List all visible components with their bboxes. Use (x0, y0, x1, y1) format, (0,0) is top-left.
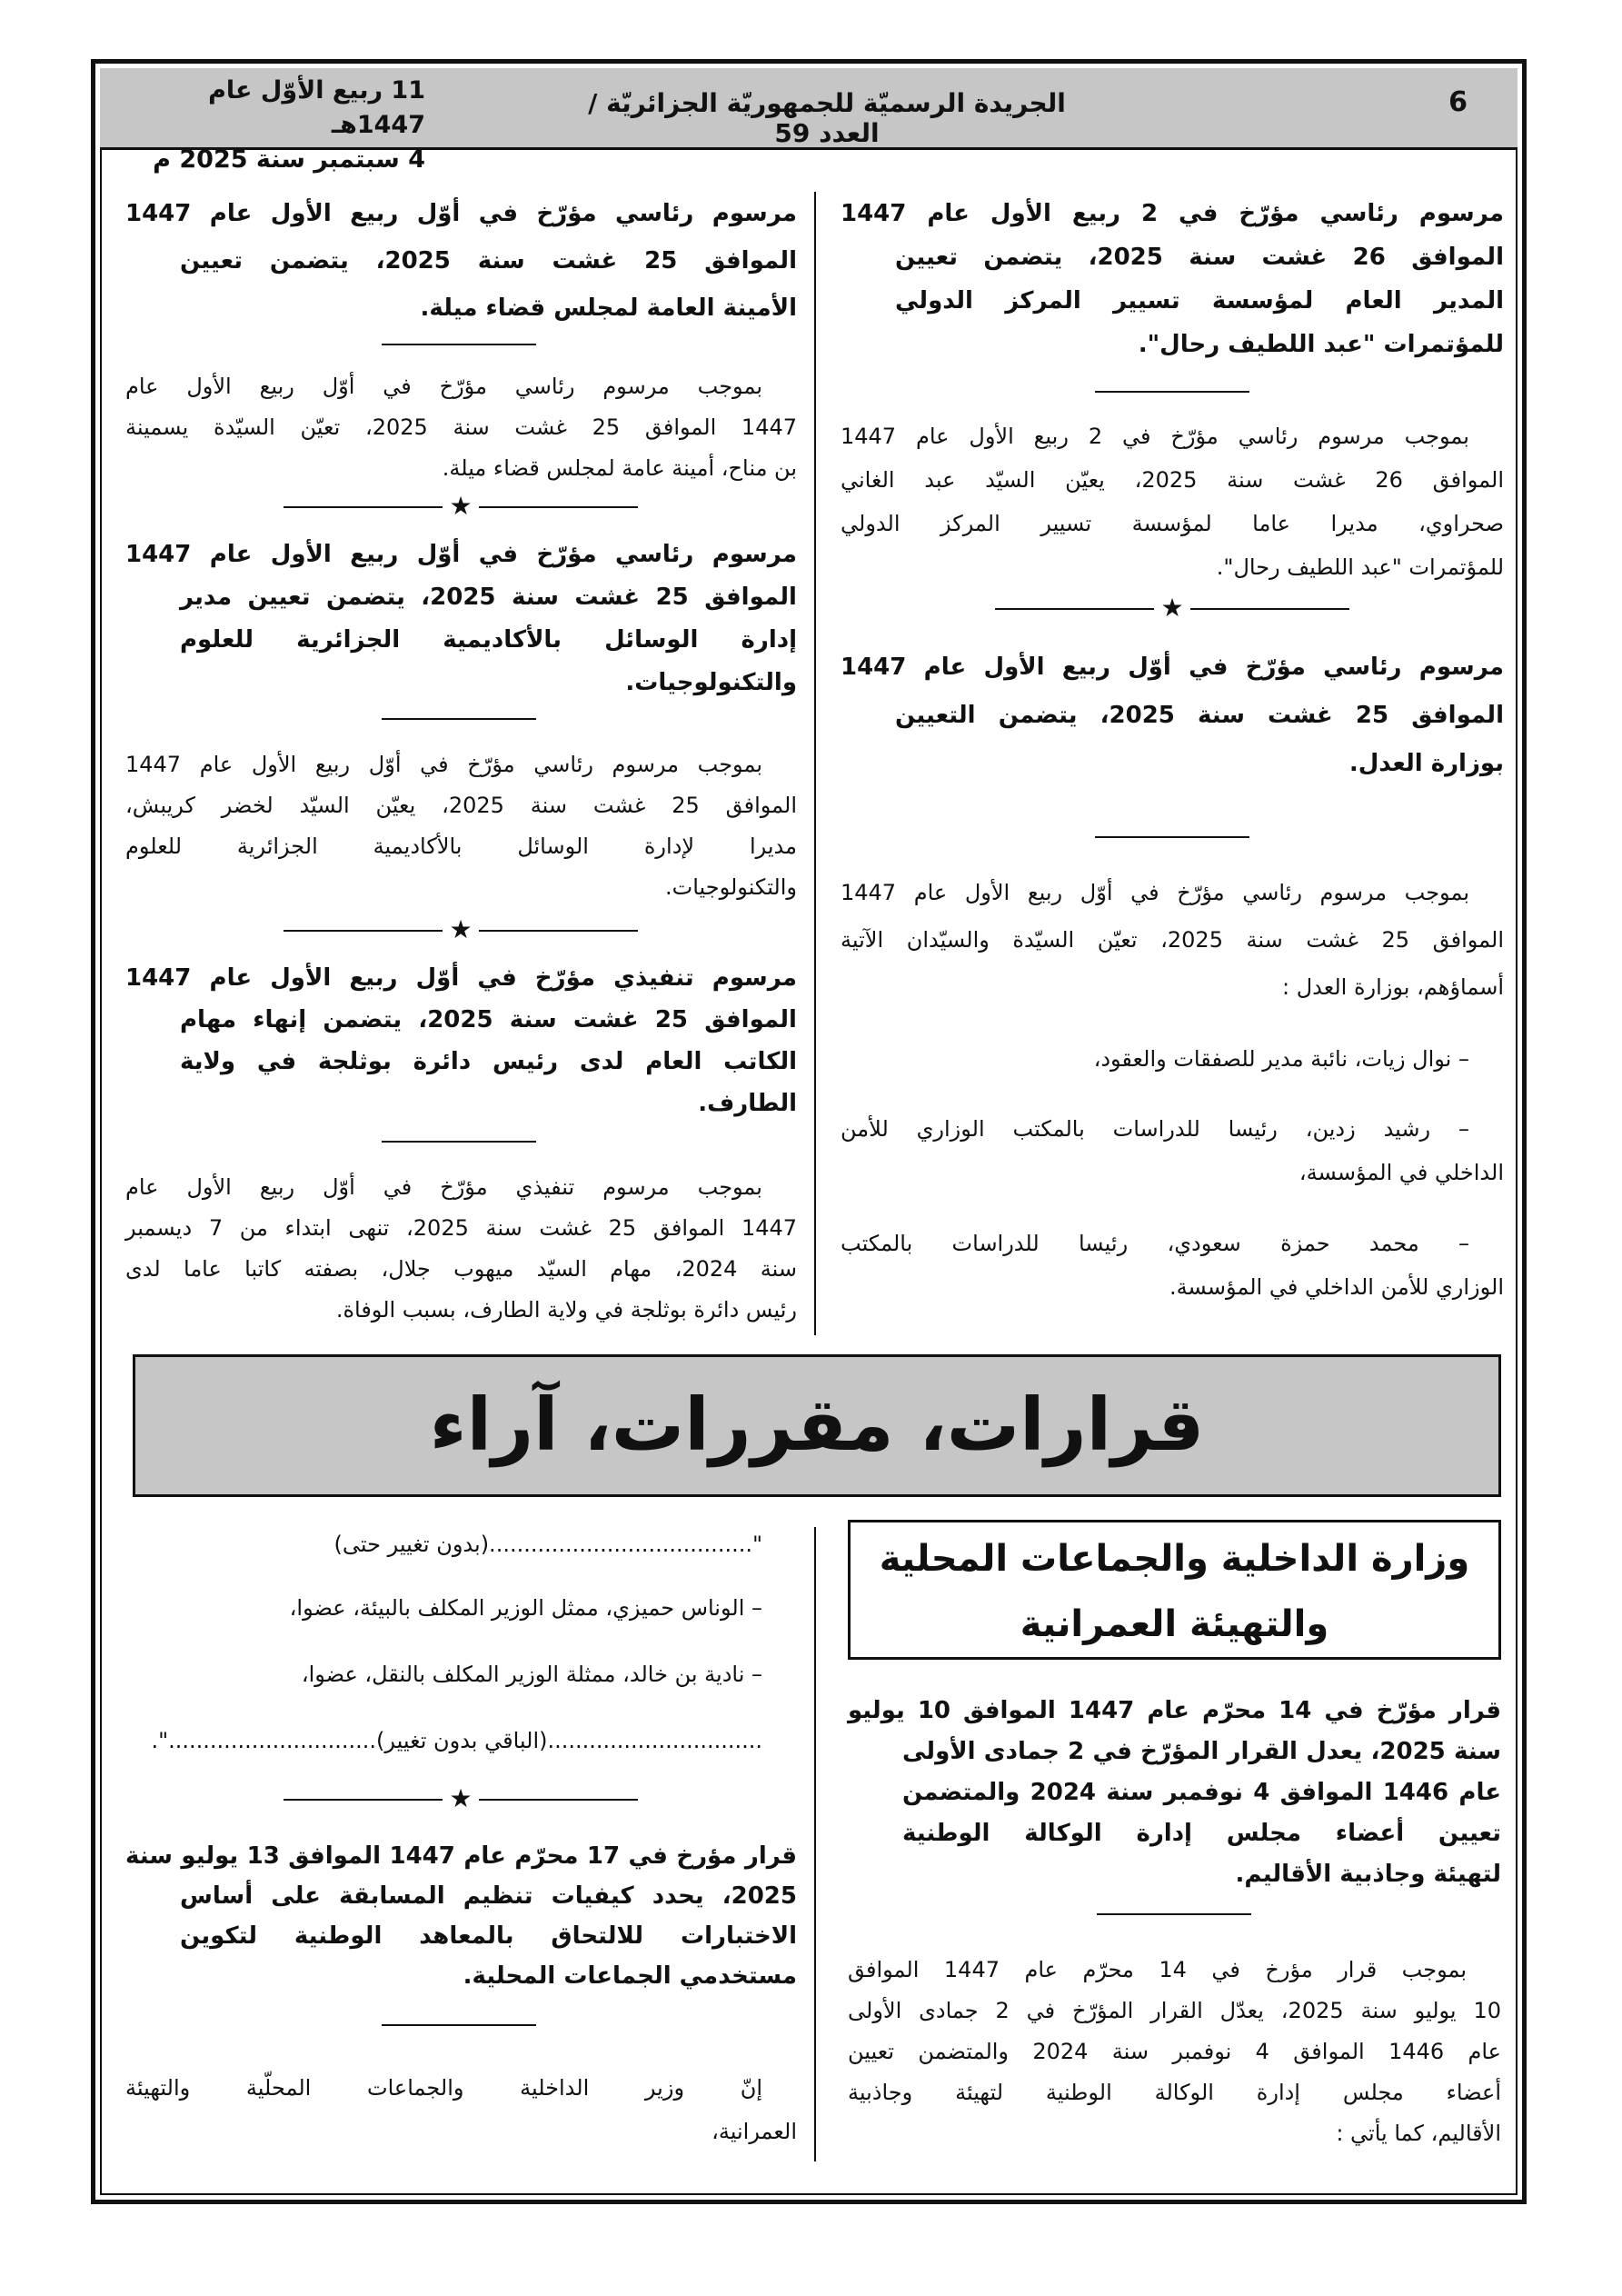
order-title (848, 1691, 1501, 1895)
text-line: رئيس دائرة بوثلجة في ولاية الطارف، بسبب الوفاة. (335, 1297, 797, 1323)
appointee-item (841, 1222, 1504, 1309)
text-line: إنّ وزير الداخلية والجماعات المحلّية والتهيئة (125, 2075, 762, 2101)
decree-body (841, 414, 1504, 589)
text-line: ...............................(الباقي بدون تغيير)..............................". (151, 1728, 762, 1753)
star-icon: ★ (449, 1783, 473, 1813)
text-line: بموجب مرسوم رئاسي مؤرّخ في 2 ربيع الأول عام 1447 (841, 424, 1469, 449)
text-line: سنة 2025، يعدل القرار المؤرّخ في 2 جمادى الأولى (902, 1738, 1501, 1765)
text-line: بن مناح، أمينة عامة لمجلس قضاء ميلة. (442, 455, 797, 481)
section-title: قرارات، مقررات، آراء (429, 1383, 1205, 1467)
text-line: الموافق 26 غشت سنة 2025، يتضمن تعيين (895, 244, 1504, 271)
text-line: – رشيد زدين، رئيسا للدراسات بالمكتب الوزاري للأمن (841, 1116, 1469, 1142)
text-line: الموافق 25 غشت سنة 2025، يتضمن إنهاء مهام (180, 1006, 797, 1033)
text-line: لتهيئة وجاذبية الأقاليم. (1235, 1861, 1501, 1888)
text-line: الداخلي في المؤسسة، (1299, 1160, 1504, 1185)
text-line: بموجب مرسوم تنفيذي مؤرّخ في أوّل ربيع الأول عام (125, 1174, 762, 1200)
ministry-heading-box (848, 1520, 1501, 1660)
decree-body (125, 366, 797, 489)
star-divider (995, 595, 1349, 623)
section-banner (133, 1354, 1501, 1497)
text-line: مستخدمي الجماعات المحلية. (463, 1962, 797, 1990)
text-line: تعيين أعضاء مجلس إدارة الوكالة الوطنية (902, 1820, 1501, 1847)
text-line: مديرا لإدارة الوسائل بالأكاديمية الجزائرية للعلوم (125, 834, 797, 859)
text-line: مرسوم رئاسي مؤرّخ في أوّل ربيع الأول عام 1447 (841, 654, 1504, 681)
text-line: المدير العام لمؤسسة تسيير المركز الدولي (895, 287, 1504, 314)
amendment-line (125, 1588, 797, 1628)
appointee-item (841, 1036, 1504, 1082)
divider-line (1095, 391, 1249, 393)
text-line: الطارف. (698, 1090, 797, 1117)
text-line: – نادية بن خالد، ممثلة الوزير المكلف بالنقل، عضوا، (301, 1662, 762, 1687)
text-line: مرسوم رئاسي مؤرّخ في أوّل ربيع الأول عام 1447 (125, 541, 797, 568)
date-gregorian: 4 سبتمبر سنة 2025 م (153, 145, 425, 174)
order-body (125, 2066, 797, 2153)
text-line: أسماؤهم، بوزارة العدل : (1282, 974, 1504, 1000)
text-line: 1447 الموافق 25 غشت سنة 2025، تعيّن السيّدة يسمينة (125, 414, 797, 440)
decree-body (125, 1167, 797, 1331)
appointee-item (841, 1107, 1504, 1194)
text-line: الموافق 25 غشت سنة 2025، يتضمن تعيين مدير (180, 584, 797, 611)
text-line: للمؤتمرات "عبد اللطيف رحال". (1216, 554, 1504, 580)
column-divider (814, 1527, 816, 2161)
star-divider (284, 914, 638, 944)
column-divider (814, 192, 816, 1335)
decree-title (125, 534, 797, 704)
page-number: 6 (1448, 86, 1468, 118)
text-line: 2025، يحدد كيفيات تنظيم المسابقة على أساس (180, 1882, 797, 1910)
issue-date (125, 74, 425, 177)
text-line: والتكنولوجيات. (625, 669, 797, 696)
decree-body (841, 869, 1504, 1011)
text-line: عام 1446 الموافق 4 نوفمبر سنة 2024 والمتضمن (902, 1779, 1501, 1806)
text-line: قرار مؤرخ في 17 محرّم عام 1447 الموافق 13 يوليو سنة (125, 1842, 797, 1870)
text-line: مرسوم رئاسي مؤرّخ في 2 ربيع الأول عام 1447 (841, 200, 1504, 227)
text-line: الموافق 25 غشت سنة 2025، تعيّن السيّدة والسيّدان الآتية (841, 927, 1504, 953)
text-line: مرسوم تنفيذي مؤرّخ في أوّل ربيع الأول عام 1447 (125, 964, 797, 992)
text-line: 10 يوليو سنة 2025، يعدّل القرار المؤرّخ في 2 جمادى الأولى (848, 1998, 1502, 2023)
divider-line (1095, 836, 1249, 838)
text-line: الموافق 25 غشت سنة 2025، يعيّن السيّد لخضر كريبش، (125, 793, 797, 818)
divider-line (382, 344, 536, 345)
text-line: للمؤتمرات "عبد اللطيف رحال". (1138, 331, 1504, 358)
divider-line (382, 718, 536, 720)
decree-body (125, 744, 797, 908)
decree-title (125, 957, 797, 1124)
text-line: – الوناس حميزي، ممثل الوزير المكلف بالبيئة، عضوا، (289, 1595, 762, 1621)
text-line: صحراوي، مديرا عاما لمؤسسة تسيير المركز الدولي (841, 511, 1504, 536)
order-body (848, 1950, 1501, 2154)
text-line: والتكنولوجيات. (664, 874, 797, 900)
divider-line (382, 1141, 536, 1143)
text-line: الأقاليم، كما يأتي : (1336, 2121, 1501, 2146)
amendment-line (125, 1654, 797, 1694)
ministry-name-line: وزارة الداخلية والجماعات المحلية (879, 1538, 1470, 1580)
text-line: قرار مؤرّخ في 14 محرّم عام 1447 الموافق 10 يوليو (848, 1697, 1501, 1724)
text-line: الكاتب العام لدى رئيس دائرة بوثلجة في ولاية (180, 1048, 797, 1075)
text-line: – نوال زيات، نائبة مدير للصفقات والعقود، (1093, 1046, 1469, 1072)
text-line: الاختبارات للالتحاق بالمعاهد الوطنية لتكوين (180, 1922, 797, 1950)
text-line: بموجب مرسوم رئاسي مؤرّخ في أوّل ربيع الأول عام 1447 (841, 880, 1469, 905)
text-line: بموجب مرسوم رئاسي مؤرّخ في أوّل ربيع الأول عام (125, 374, 762, 399)
decree-title (841, 644, 1504, 788)
text-line: الموافق 26 غشت سنة 2025، يعيّن السيّد عبد الغاني (841, 467, 1504, 493)
ministry-name-line: والتهيئة العمرانية (1020, 1603, 1329, 1645)
text-line: الأمينة العامة لمجلس قضاء ميلة. (420, 294, 797, 322)
decree-title (125, 190, 797, 332)
star-icon: ★ (449, 914, 473, 944)
text-line: الموافق 25 غشت سنة 2025، يتضمن تعيين (180, 247, 797, 275)
text-line: مرسوم رئاسي مؤرّخ في أوّل ربيع الأول عام 1447 (125, 200, 797, 227)
text-line: – محمد حمزة سعودي، رئيسا للدراسات بالمكتب (841, 1231, 1469, 1256)
amendment-line (125, 1721, 797, 1761)
journal-header (100, 68, 1518, 174)
star-divider (284, 491, 638, 521)
text-line: العمرانية، (711, 2119, 797, 2144)
text-line: أعضاء مجلس إدارة الوكالة الوطنية لتهيئة وجاذبية (848, 2080, 1501, 2105)
text-line: عام 1446 الموافق 4 نوفمبر سنة 2024 والمتضمن تعيين (848, 2039, 1501, 2064)
text-line: 1447 الموافق 25 غشت سنة 2025، تنهى ابتداء من 7 ديسمبر (125, 1215, 798, 1241)
text-line: بموجب قرار مؤرخ في 14 محرّم عام 1447 الموافق (848, 1957, 1468, 1982)
date-hijri: 11 ربيع الأوّل عام 1447هـ (208, 76, 425, 139)
text-line: سنة 2024، مهام السيّد ميهوب جلال، بصفته كاتبا عاما لدى (125, 1256, 797, 1282)
text-line: الوزاري للأمن الداخلي في المؤسسة. (1169, 1274, 1504, 1300)
text-line: بوزارة العدل. (1348, 750, 1504, 777)
divider-line (382, 2024, 536, 2026)
text-line: "......................................(بدون تغيير حتى) (333, 1532, 762, 1557)
order-title (125, 1836, 797, 1996)
text-line: بموجب مرسوم رئاسي مؤرّخ في أوّل ربيع الأول عام 1447 (125, 752, 762, 777)
journal-title: الجريدة الرسميّة للجمهوريّة الجزائريّة / العدد 59 (588, 88, 1066, 148)
text-line: إدارة الوسائل بالأكاديمية الجزائرية للعلوم (180, 626, 797, 654)
divider-line (1097, 1913, 1251, 1915)
text-line: الموافق 25 غشت سنة 2025، يتضمن التعيين (895, 702, 1504, 729)
decree-title (841, 192, 1504, 366)
amendment-line (125, 1524, 797, 1564)
star-divider (284, 1783, 638, 1813)
star-icon: ★ (1160, 593, 1184, 623)
star-icon: ★ (449, 491, 473, 521)
